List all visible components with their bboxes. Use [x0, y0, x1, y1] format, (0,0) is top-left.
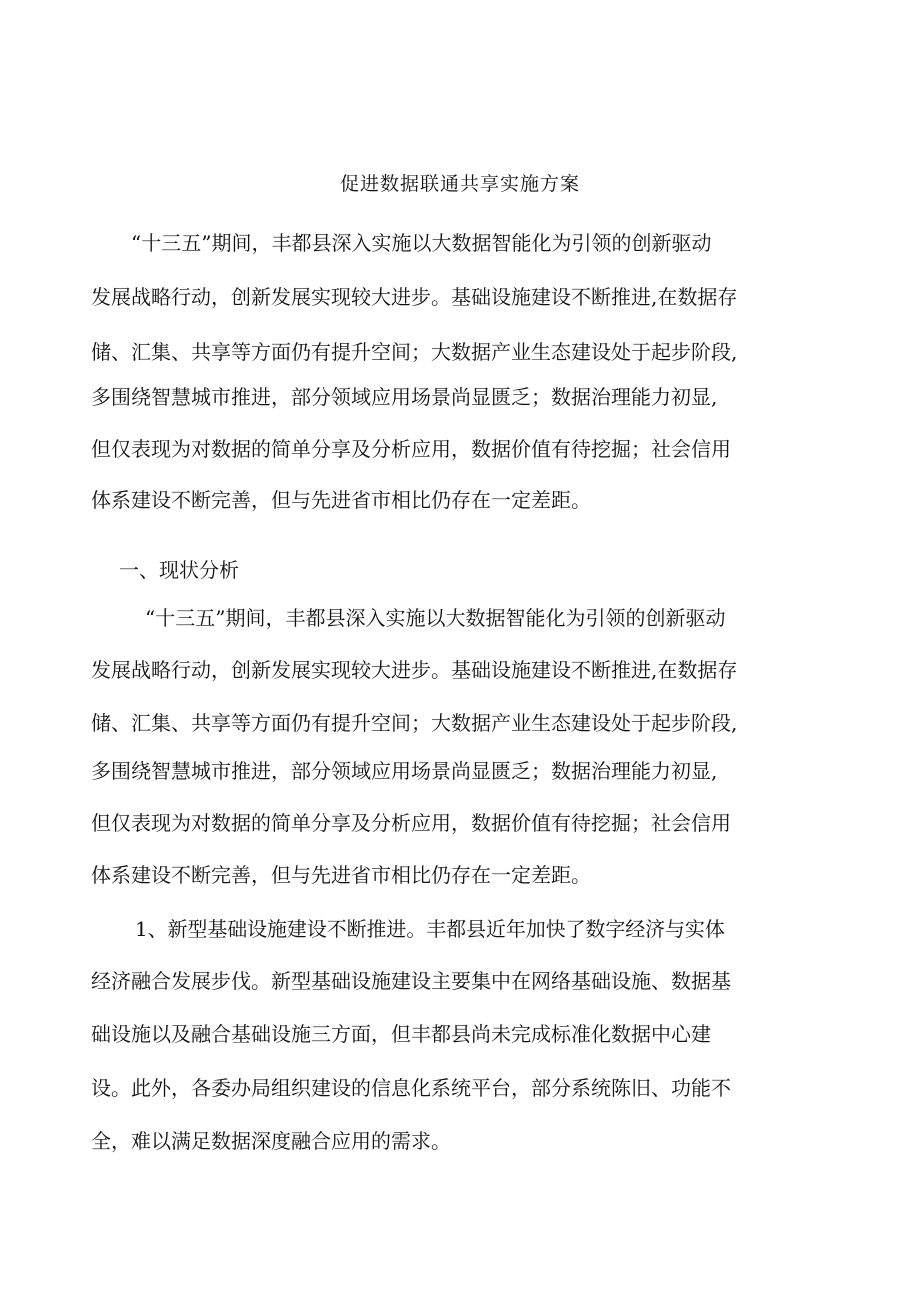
paragraph-line: 体系建设不断完善，但与先进省市相比仍存在一定差距。 [91, 863, 591, 887]
paragraph-line: 经济融合发展步伐。新型基础设施建设主要集中在网络基础设施、数据基 [91, 969, 731, 993]
paragraph-line: 础设施以及融合基础设施三方面，但丰都县尚未完成标准化数据中心建 [91, 1022, 711, 1046]
paragraph-line: 但仅表现为对数据的简单分享及分析应用，数据价值有待挖掘；社会信用 [91, 437, 731, 461]
paragraph-line: 多围绕智慧城市推进，部分领域应用场景尚显匮乏；数据治理能力初显, [91, 759, 718, 783]
paragraph-line: “十三五”期间，丰都县深入实施以大数据智能化为引领的创新驱动 [125, 606, 726, 630]
paragraph-line: 发展战略行动，创新发展实现较大进步。基础设施建设不断推进,在数据存 [91, 285, 738, 309]
paragraph-line: 但仅表现为对数据的简单分享及分析应用，数据价值有待挖掘；社会信用 [91, 811, 731, 835]
paragraph-line: 多围绕智慧城市推进，部分领域应用场景尚显匮乏；数据治理能力初显, [91, 385, 718, 409]
section-heading: 一、现状分析 [119, 558, 239, 582]
paragraph-line: 储、汇集、共享等方面仍有提升空间；大数据产业生态建设处于起步阶段, [91, 711, 738, 735]
paragraph-line: 设。此外，各委办局组织建设的信息化系统平台，部分系统陈旧、功能不 [91, 1076, 731, 1100]
document-title: 促进数据联通共享实施方案 [339, 173, 580, 195]
paragraph-line: 体系建设不断完善，但与先进省市相比仍存在一定差距。 [91, 488, 591, 512]
paragraph-line: 全，难以满足数据深度融合应用的需求。 [91, 1129, 451, 1153]
paragraph-line: “十三五”期间，丰都县深入实施以大数据智能化为引领的创新驱动 [91, 231, 712, 255]
paragraph-line: 发展战略行动，创新发展实现较大进步。基础设施建设不断推进,在数据存 [91, 658, 738, 682]
paragraph-line: 储、汇集、共享等方面仍有提升空间；大数据产业生态建设处于起步阶段, [91, 340, 738, 364]
paragraph-line: 1、新型基础设施建设不断推进。丰都县近年加快了数字经济与实体 [135, 917, 725, 941]
